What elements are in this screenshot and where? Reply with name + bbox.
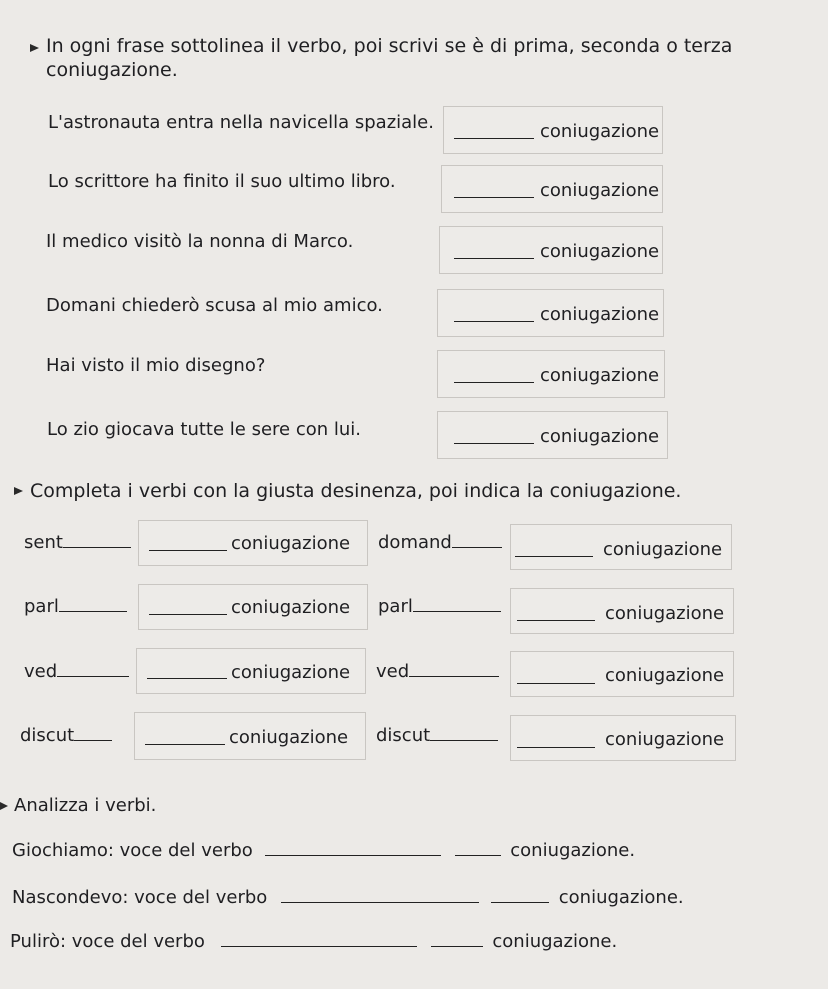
conj-box-right-2[interactable] <box>510 588 734 634</box>
answer-box-word: coniugazione <box>231 662 351 683</box>
sentence-4: Domani chiederò scusa al mio amico. <box>46 295 383 316</box>
verb-blank[interactable] <box>281 901 479 903</box>
ending-blank[interactable] <box>413 610 501 612</box>
conj-box-left-2[interactable] <box>138 584 368 630</box>
answer-blank[interactable] <box>454 381 534 383</box>
answer-box-word: coniugazione <box>540 241 660 262</box>
answer-box-word: coniugazione <box>540 121 660 142</box>
verb-blank[interactable] <box>221 945 417 947</box>
sentence-2: Lo scrittore ha finito il suo ultimo libro. <box>48 171 396 192</box>
conj-box-left-3[interactable] <box>136 648 366 694</box>
verb-stem: parl <box>24 596 59 617</box>
verb-stem: ved <box>24 661 58 682</box>
verb-stem-right-1 <box>378 532 502 553</box>
analysis-item-3 <box>10 931 617 952</box>
answer-box-5[interactable] <box>437 350 665 398</box>
answer-box-word: coniugazione <box>605 665 725 686</box>
answer-box-4[interactable] <box>437 289 664 337</box>
verb-stem-right-3 <box>376 661 499 682</box>
sentence-3: Il medico visitò la nonna di Marco. <box>46 231 354 252</box>
exercise2-instruction: Completa i verbi con la giusta desinenza, poi indica la coniugazione. <box>30 480 682 502</box>
verb-stem-right-4 <box>376 725 498 746</box>
exercise3-instruction: Analizza i verbi. <box>14 795 157 816</box>
answer-box-word: coniugazione <box>229 727 349 748</box>
answer-box-word: coniugazione <box>540 304 660 325</box>
conj-box-right-1[interactable] <box>510 524 732 570</box>
exercise-arrow-icon <box>30 44 39 52</box>
analysis-item-1 <box>12 840 635 861</box>
verb-stem-left-4 <box>20 725 112 746</box>
answer-box-word: coniugazione <box>231 533 351 554</box>
conj-box-right-3[interactable] <box>510 651 734 697</box>
exercise1-instruction-line1: In ogni frase sottolinea il verbo, poi scrivi se è di prima, seconda o terza <box>46 35 733 57</box>
answer-box-word: coniugazione <box>540 180 660 201</box>
conj-box-left-1[interactable] <box>138 520 368 566</box>
conj-blank[interactable] <box>455 854 501 856</box>
analysis-label: Pulirò: voce del verbo <box>10 931 205 952</box>
verb-blank[interactable] <box>265 854 441 856</box>
sentence-6: Lo zio giocava tutte le sere con lui. <box>47 419 361 440</box>
ending-blank[interactable] <box>63 546 131 548</box>
answer-box-2[interactable] <box>441 165 663 213</box>
verb-stem-left-2 <box>24 596 127 617</box>
answer-blank[interactable] <box>147 677 227 679</box>
verb-stem: domand <box>378 532 452 553</box>
ending-blank[interactable] <box>74 739 112 741</box>
answer-blank[interactable] <box>149 613 227 615</box>
ending-blank[interactable] <box>57 675 129 677</box>
verb-stem: discut <box>376 725 431 746</box>
verb-stem: parl <box>378 596 413 617</box>
analysis-suffix: coniugazione. <box>558 887 684 908</box>
analysis-item-2 <box>12 887 684 908</box>
verb-stem-left-1 <box>24 532 131 553</box>
answer-blank[interactable] <box>454 442 534 444</box>
answer-box-word: coniugazione <box>605 603 725 624</box>
ending-blank[interactable] <box>452 546 502 548</box>
conj-box-right-4[interactable] <box>510 715 736 761</box>
ending-blank[interactable] <box>59 610 127 612</box>
exercise-arrow-icon <box>14 487 23 495</box>
verb-stem: discut <box>20 725 75 746</box>
verb-stem: sent <box>24 532 63 553</box>
answer-box-word: coniugazione <box>540 365 660 386</box>
exercise-arrow-icon <box>0 802 8 810</box>
conj-blank[interactable] <box>431 945 483 947</box>
sentence-1: L'astronauta entra nella navicella spaziale. <box>48 112 434 133</box>
answer-box-word: coniugazione <box>540 426 660 447</box>
answer-box-word: coniugazione <box>603 539 723 560</box>
ending-blank[interactable] <box>409 675 499 677</box>
verb-stem: ved <box>376 661 410 682</box>
answer-box-3[interactable] <box>439 226 663 274</box>
analysis-label: Nascondevo: voce del verbo <box>12 887 268 908</box>
answer-blank[interactable] <box>149 549 227 551</box>
answer-blank[interactable] <box>517 619 595 621</box>
answer-blank[interactable] <box>454 320 534 322</box>
analysis-suffix: coniugazione. <box>510 840 636 861</box>
answer-box-word: coniugazione <box>605 729 725 750</box>
answer-blank[interactable] <box>454 196 534 198</box>
verb-stem-right-2 <box>378 596 501 617</box>
answer-blank[interactable] <box>145 743 225 745</box>
verb-stem-left-3 <box>24 661 129 682</box>
answer-box-6[interactable] <box>437 411 668 459</box>
conj-blank[interactable] <box>491 901 549 903</box>
answer-box-1[interactable] <box>443 106 663 154</box>
ending-blank[interactable] <box>430 739 498 741</box>
sentence-5: Hai visto il mio disegno? <box>46 355 266 376</box>
answer-blank[interactable] <box>517 682 595 684</box>
exercise1-instruction-line2: coniugazione. <box>46 59 178 81</box>
answer-blank[interactable] <box>515 555 593 557</box>
answer-blank[interactable] <box>454 137 534 139</box>
analysis-suffix: coniugazione. <box>492 931 618 952</box>
analysis-label: Giochiamo: voce del verbo <box>12 840 253 861</box>
conj-box-left-4[interactable] <box>134 712 366 760</box>
answer-blank[interactable] <box>517 746 595 748</box>
answer-box-word: coniugazione <box>231 597 351 618</box>
answer-blank[interactable] <box>454 257 534 259</box>
